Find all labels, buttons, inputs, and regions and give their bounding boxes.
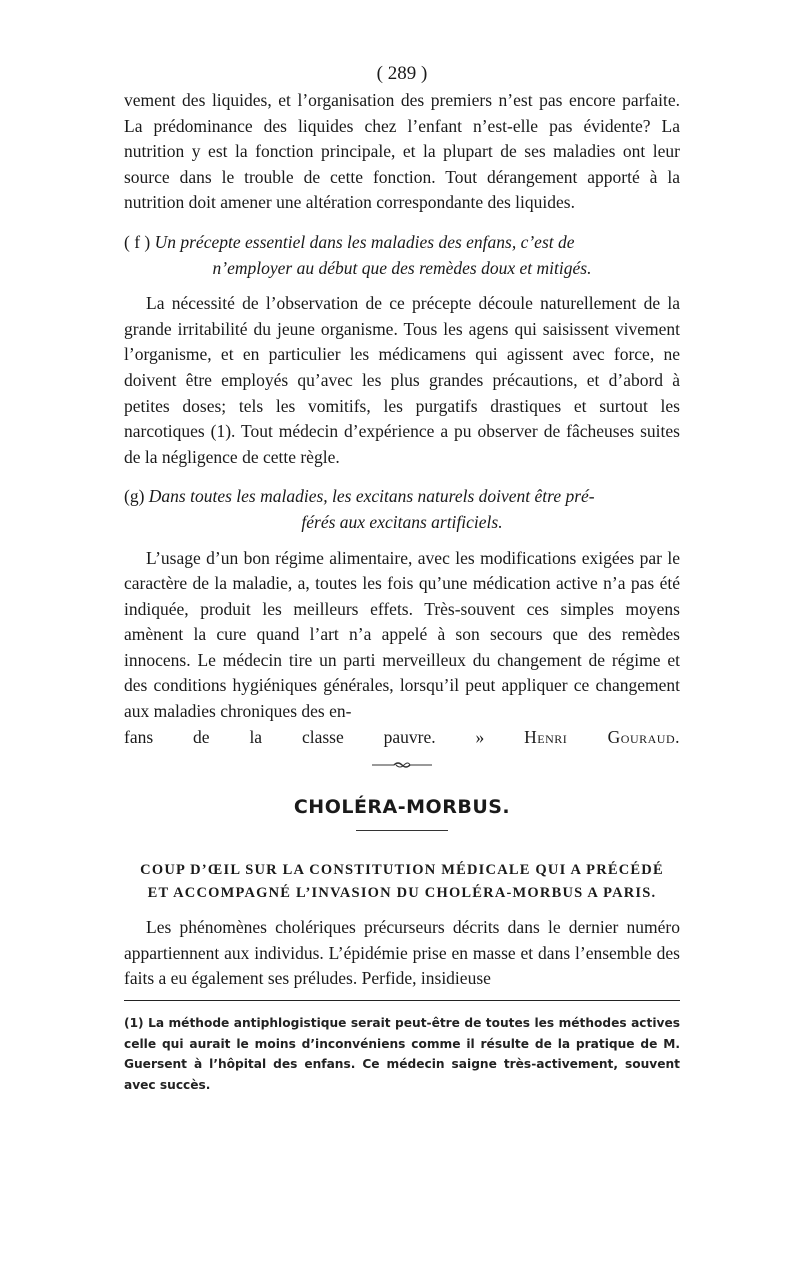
- paragraph-continuation: vement des liquides, et l’organisation des premiers n’est pas encore parfaite. La prédominance des liquides chez l’enfant n’est-elle pas évidente? La nutrition y est la fonction principale, et la plupart de ses maladies ont leur source dans le trouble de cette fonction. Tout dérangement apporté à la nutrition doit amener une altération correspondante des liquides.: [124, 90, 680, 213]
- footnote-rule: [124, 1000, 680, 1001]
- precept-f: [124, 230, 680, 281]
- paragraph-precept-f: La nécessité de l’observation de ce précepte découle naturellement de la grande irritabilité du jeune organisme. Tous les agens qui saisissent vivement l’organisme, et en particulier les médicamens qui agissent avec force, ne doivent être employés qu’avec les plus grandes précautions, et d’abord à petites doses; tels les vomitifs, les purgatifs drastiques et surtout les narcotiques (1). Tout médecin d’expérience a pu observer de fâcheuses suites de la négligence de cette règle.: [124, 293, 680, 467]
- precept-g-line2: férés aux excitans artificiels.: [301, 511, 503, 532]
- paragraph-precept-g: L’usage d’un bon régime alimentaire, avec les modifications exigées par le caractère de la maladie, a, toutes les fois qu’une médication active n’a pas été indiquée, produit les meilleurs effets. Très-souvent ces simples moyens amènent la cure quand l’art n’a appelé à son secours que des remèdes innocens. Le médecin tire un parti merveilleux du changement de régime et des conditions hygiéniques générales, lorsqu’il peut appliquer ce changement aux maladies chroniques des en-: [124, 547, 680, 722]
- ornament-divider-icon: [372, 760, 432, 770]
- page-number: ( 289 ): [376, 63, 428, 84]
- precept-f-line1: Un précepte essentiel dans les maladies des enfans, c’est de: [154, 231, 575, 252]
- section-title: CHOLÉRA-MORBUS.: [293, 796, 511, 819]
- title-rule: [356, 830, 448, 831]
- book-page: [124, 62, 680, 1095]
- paragraph-cholera-intro: Les phénomènes cholériques précurseurs décrits dans le dernier numéro appartiennent aux individus. L’épidémie prise en masse et dans l’ensemble des faits a eu également ses préludes. Perfide, insidieuse: [124, 917, 680, 989]
- author-signature: Henri Gouraud.: [524, 726, 681, 747]
- precept-g-line1: Dans toutes les maladies, les excitans naturels doivent être pré-: [148, 486, 595, 507]
- signature-line: [124, 725, 680, 751]
- precept-f-line2: n’employer au début que des remèdes doux et mitigés.: [212, 257, 592, 278]
- precept-f-label: ( f ): [124, 231, 151, 252]
- precept-g: [124, 484, 680, 535]
- subheading-line2: ET ACCOMPAGNÉ L’INVASION DU CHOLÉRA-MORBUS A PARIS.: [147, 885, 657, 902]
- precept-g-label: (g): [124, 486, 145, 507]
- paragraph-end: fans de la classe pauvre. »: [124, 726, 485, 747]
- section-subheading: [124, 859, 680, 905]
- footnote-text: La méthode antiphlogistique serait peut-être de toutes les méthodes actives celle qui aurait le moins d’inconvéniens comme il résulte de la pratique de M. Guersent à l’hôpital des enfans. Ce médecin saigne très-activement, souvent avec succès.: [124, 1016, 680, 1092]
- footnote-marker: (1): [124, 1016, 144, 1031]
- footnote: [124, 1013, 680, 1095]
- subheading-line1: COUP D’ŒIL SUR LA CONSTITUTION MÉDICALE QUI A PRÉCÉDÉ: [140, 862, 664, 879]
